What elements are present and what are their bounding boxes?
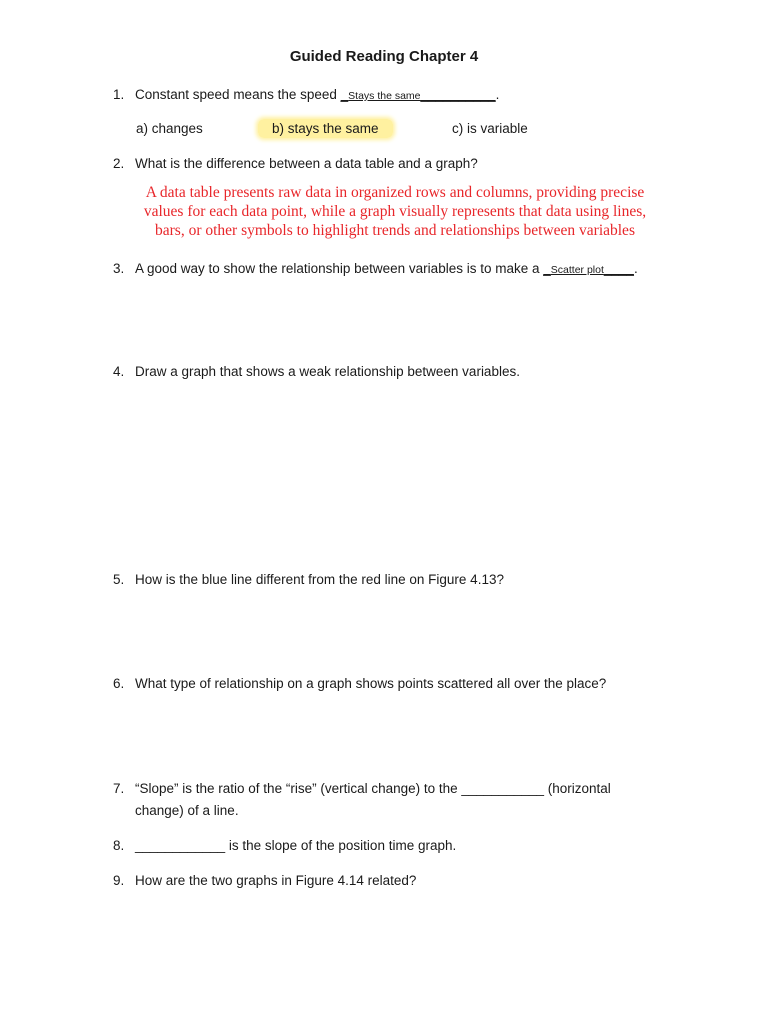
question-number: 1. [113,87,125,102]
question-text: What type of relationship on a graph shows points scattered all over the place? [135,676,607,691]
question-number: 5. [113,572,125,587]
question-number: 8. [113,838,125,853]
answer-blank[interactable]: _Scatter plot____ [543,261,634,276]
question-9 [113,870,416,892]
question-text: Constant speed means the speed [135,87,341,102]
question-text: “Slope” is the ratio of the “rise” (vertical change) to the ___________ (horizontal [135,781,611,796]
question-text: What is the difference between a data table and a graph? [135,156,478,171]
question-number: 4. [113,364,125,379]
question-text: ____________ is the slope of the position time graph. [135,838,457,853]
question-1: 1. Constant speed means the speed _Stays the same__________. [113,84,499,107]
question-text: How are the two graphs in Figure 4.14 related? [135,873,417,888]
filled-answer: Scatter plot [550,264,604,276]
question-text: A good way to show the relationship between variables is to make a [135,261,544,276]
question-number: 7. [113,781,125,796]
question-8 [113,835,456,857]
question-text-cont: change) of a line. [135,803,239,818]
question-2 [113,153,478,175]
question-number: 2. [113,156,125,171]
question-7 [113,778,611,822]
question-number: 6. [113,676,125,691]
filled-answer: Stays the same [348,90,421,102]
typed-answer-2: A data table presents raw data in organized rows and columns, providing precise values for each data point, while a graph visually represents that data using lines, bars, or other symbols to highlight trends and relationships between variables [143,184,647,239]
answer-blank[interactable]: _Stays the same__________ [340,87,496,102]
question-number: 3. [113,261,125,276]
choice-b-highlighted [258,119,393,139]
question-3: 3. A good way to show the relationship between variables is to make a _Scatter plot____. [113,258,638,281]
page-title: Guided Reading Chapter 4 [289,48,479,65]
question-5 [113,569,504,591]
question-6 [113,673,606,695]
question-4 [113,361,520,383]
question-number: 9. [113,873,125,888]
choice-c: c) is variable [452,121,528,136]
highlight-mark: b) stays the same [258,119,393,138]
choice-a: a) changes [136,121,203,136]
question-text: Draw a graph that shows a weak relationship between variables. [135,364,520,379]
question-text: How is the blue line different from the red line on Figure 4.13? [135,572,504,587]
